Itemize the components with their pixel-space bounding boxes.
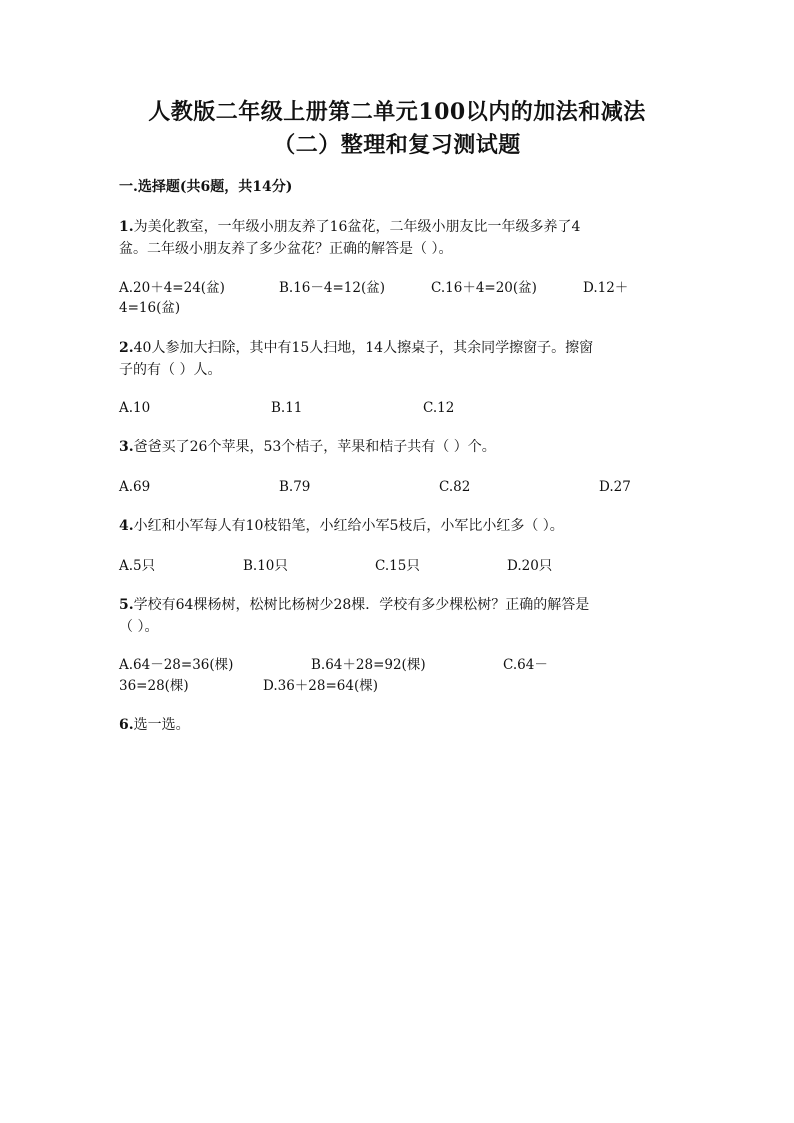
question-1 — [119, 216, 675, 260]
option-a[interactable]: A.10 — [119, 400, 151, 416]
question-4 — [119, 515, 675, 537]
option-c[interactable]: C.16＋4=20(盆) — [431, 280, 537, 296]
question-1-line2: 盆。二年级小朋友养了多少盆花？正确的解答是（ ）。 — [119, 241, 453, 257]
option-c-continued: 36=28(棵) — [119, 678, 189, 694]
question-5 — [119, 594, 675, 638]
question-2 — [119, 337, 675, 381]
question-text: 40人参加大扫除，其中有15人扫地，14人擦桌子，其余同学擦窗子。擦窗 — [133, 340, 594, 356]
question-text: 学校有64棵杨树，松树比杨树少28棵．学校有多少棵松树？正确的解答是 — [133, 597, 590, 613]
option-a[interactable]: A.5只 — [119, 558, 156, 574]
question-text: 选一选。 — [133, 717, 190, 733]
option-c[interactable]: C.64－ — [503, 657, 548, 673]
question-5-line2: （ ）。 — [119, 619, 159, 635]
question-number: 6. — [119, 717, 134, 733]
question-4-line1 — [119, 515, 675, 537]
option-b[interactable]: B.11 — [271, 400, 303, 416]
option-d[interactable]: D.20只 — [507, 558, 553, 574]
question-number: 4. — [119, 518, 134, 534]
section-heading: 一.选择题(共6题，共14分) — [119, 179, 293, 195]
question-3-line1 — [119, 436, 675, 458]
option-d-continued: 4=16(盆) — [119, 300, 181, 316]
question-2-line2: 子的有（ ）人。 — [119, 362, 222, 378]
page-title-line1: 人教版二年级上册第二单元100以内的加法和减法 — [148, 99, 646, 125]
option-a[interactable]: A.64－28=36(棵) — [119, 657, 234, 673]
question-3 — [119, 436, 675, 458]
question-6 — [119, 714, 675, 736]
question-number: 5. — [119, 597, 134, 613]
question-5-line1 — [119, 594, 675, 616]
question-1-line1 — [119, 216, 675, 238]
question-text: 为美化教室，一年级小朋友养了16盆花，二年级小朋友比一年级多养了4 — [133, 219, 581, 235]
option-b[interactable]: B.79 — [279, 479, 311, 495]
option-d[interactable]: D.36＋28=64(棵) — [263, 678, 379, 694]
question-number: 3. — [119, 439, 134, 455]
option-c[interactable]: C.82 — [439, 479, 471, 495]
question-6-line1 — [119, 714, 675, 736]
question-text: 小红和小军每人有10枝铅笔，小红给小军5枝后，小军比小红多（ ）。 — [133, 518, 564, 534]
option-c[interactable]: C.12 — [423, 400, 455, 416]
option-c[interactable]: C.15只 — [375, 558, 420, 574]
option-a[interactable]: A.69 — [119, 479, 151, 495]
option-b[interactable]: B.10只 — [243, 558, 288, 574]
question-text: 爸爸买了26个苹果，53个桔子，苹果和桔子共有（ ）个。 — [133, 439, 496, 455]
option-b[interactable]: B.64＋28=92(棵) — [311, 657, 426, 673]
question-2-line1 — [119, 337, 675, 359]
option-b[interactable]: B.16－4=12(盆) — [279, 280, 386, 296]
option-d[interactable]: D.27 — [599, 479, 631, 495]
question-number: 1. — [119, 219, 134, 235]
question-number: 2. — [119, 340, 134, 356]
page-title-line2: （二）整理和复习测试题 — [273, 132, 521, 158]
option-a[interactable]: A.20＋4=24(盆) — [119, 280, 225, 296]
option-d[interactable]: D.12＋ — [583, 280, 629, 296]
